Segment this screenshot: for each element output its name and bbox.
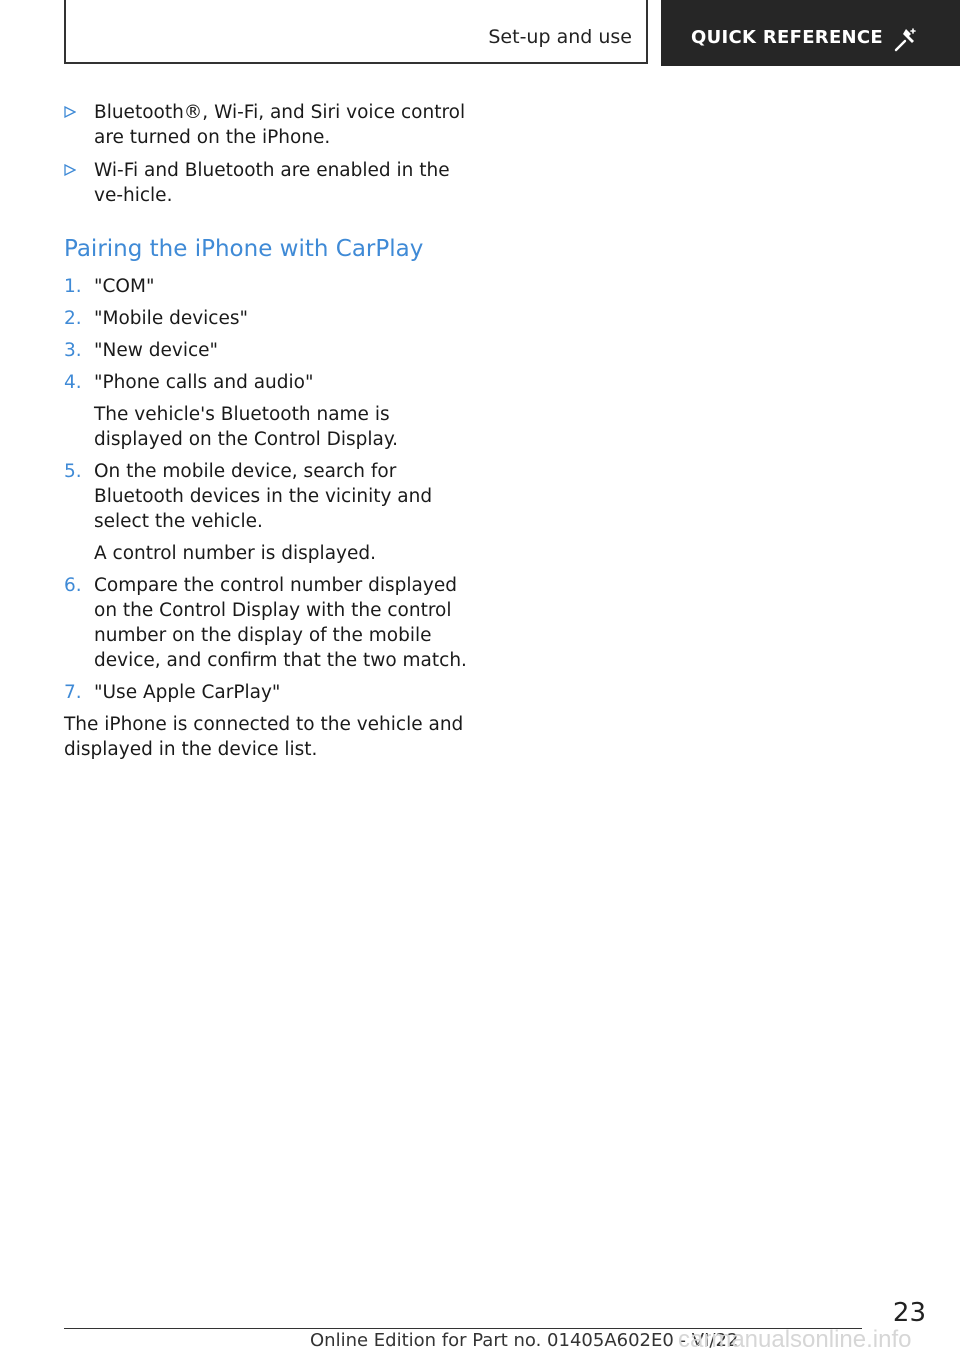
step-number: 3. <box>64 340 82 361</box>
step-item <box>64 306 484 331</box>
step-text: "Use Apple CarPlay" <box>94 682 281 703</box>
step-text: On the mobile device, search for Bluetooth devices in the vicinity and select the vehicle. <box>94 461 433 532</box>
requirement-item <box>64 158 484 208</box>
page-number: 23 <box>892 1298 926 1328</box>
step-text: "Phone calls and audio" <box>94 372 314 393</box>
quick-reference-icon <box>894 28 918 52</box>
step-number: 2. <box>64 308 82 329</box>
requirement-item <box>64 100 484 150</box>
step-text: "New device" <box>94 340 219 361</box>
chapter-title: QUICK REFERENCE <box>691 27 884 48</box>
section-heading: Pairing the iPhone with CarPlay <box>64 236 424 262</box>
step-number: 4. <box>64 372 82 393</box>
triangle-bullet-icon <box>64 106 76 118</box>
step-text: "Mobile devices" <box>94 308 248 329</box>
step-text: Compare the control number displayed on the Control Display with the control number on the display of the mobile device, and confirm that the two match. <box>94 575 467 671</box>
requirement-text: Wi-Fi and Bluetooth are enabled in the ve‐hicle. <box>94 160 450 206</box>
step-note: The vehicle's Bluetooth name is displayed on the Control Display. <box>94 404 399 450</box>
step-number: 1. <box>64 276 82 297</box>
result-text: The iPhone is connected to the vehicle and displayed in the device list. <box>64 714 464 760</box>
step-number: 7. <box>64 682 82 703</box>
step-number: 6. <box>64 575 82 596</box>
step-item <box>64 573 484 673</box>
step-note: A control number is displayed. <box>94 543 376 564</box>
chapter-header <box>661 0 960 66</box>
triangle-bullet-icon <box>64 164 76 176</box>
section-title: Set-up and use <box>488 26 632 48</box>
step-item <box>64 370 484 395</box>
watermark: carmanualsonline.info <box>678 1326 912 1353</box>
header-section-box <box>64 0 648 64</box>
step-item <box>64 274 484 299</box>
step-text: "COM" <box>94 276 155 297</box>
edition-text: Online Edition for Part no. 01405A602E0 - VI/22 <box>310 1330 739 1351</box>
step-item <box>64 459 484 534</box>
step-item <box>64 338 484 363</box>
step-item <box>64 680 484 705</box>
requirement-text: Bluetooth®, Wi-Fi, and Siri voice control are turned on the iPhone. <box>94 102 466 148</box>
step-number: 5. <box>64 461 82 482</box>
page-content <box>64 100 484 781</box>
